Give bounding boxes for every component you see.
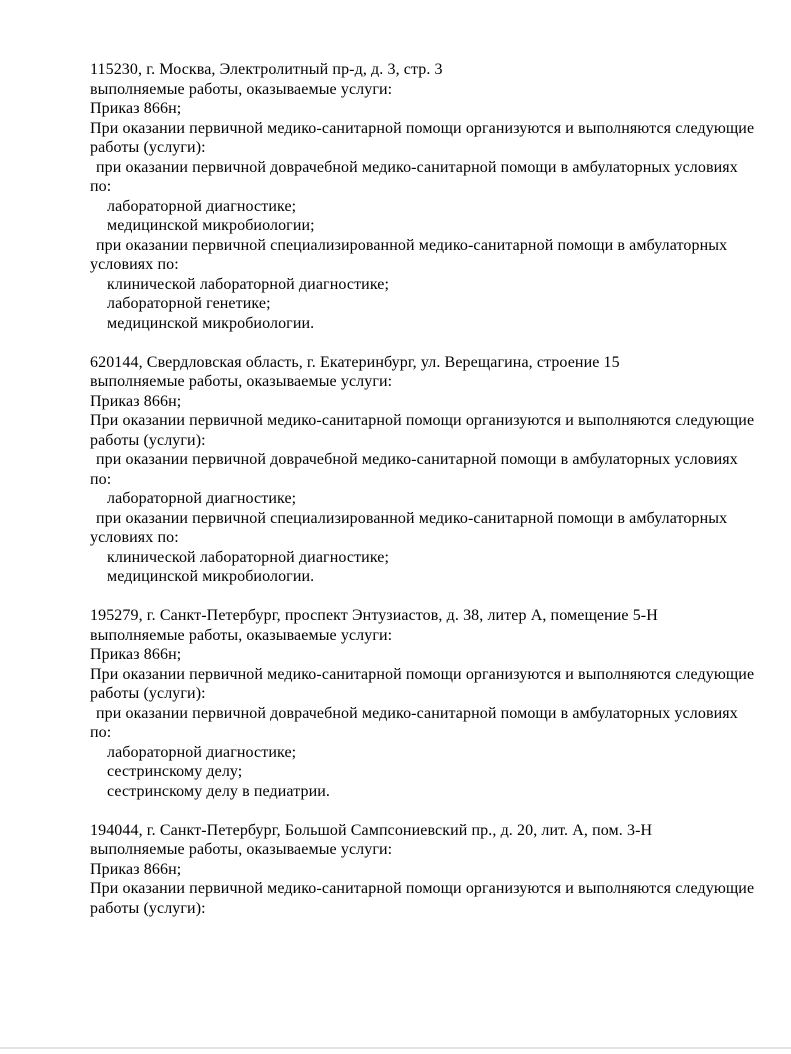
document-body (90, 60, 755, 918)
text-line: при оказании первичной специализированной медико-санитарной помощи в амбулаторных (96, 236, 728, 254)
license-location-section (90, 60, 755, 333)
service-item-line: лабораторной диагностике; (107, 197, 297, 215)
address-line: 115230, г. Москва, Электролитный пр-д, д. 3, стр. 3 (90, 61, 443, 78)
services-intro-line: выполняемые работы, оказываемые услуги: (90, 626, 393, 644)
services-intro-line: выполняемые работы, оказываемые услуги: (90, 80, 393, 98)
address-line: 620144, Свердловская область, г. Екатеринбург, ул. Верещагина, строение 15 (90, 353, 620, 371)
license-location-section (90, 606, 755, 801)
license-location-section (90, 353, 755, 587)
text-line: работы (услуги): (90, 431, 206, 449)
address-line: 195279, г. Санкт-Петербург, проспект Энтузиастов, д. 38, литер А, помещение 5-Н (90, 607, 658, 624)
text-line: При оказании первичной медико-санитарной помощи организуются и выполняются следующие (90, 412, 755, 429)
footer-divider (0, 1047, 791, 1049)
order-line: Приказ 866н; (90, 646, 182, 663)
text-line: при оказании первичной доврачебной медико-санитарной помощи в амбулаторных условиях (96, 158, 738, 176)
text-line: При оказании первичной медико-санитарной помощи организуются и выполняются следующие (90, 880, 755, 897)
text-line: работы (услуги): (90, 685, 206, 702)
text-line: при оказании первичной доврачебной медико-санитарной помощи в амбулаторных условиях (96, 704, 738, 722)
service-item-line: клинической лабораторной диагностике; (107, 275, 390, 293)
address-line: 194044, г. Санкт-Петербург, Большой Сампсониевский пр., д. 20, лит. А, пом. 3-Н (90, 821, 653, 839)
text-line: условиях по: (90, 256, 179, 273)
service-item-line: сестринскому делу в педиатрии. (107, 782, 331, 800)
order-line: Приказ 866н; (90, 860, 182, 878)
service-item-line: сестринскому делу; (107, 763, 243, 780)
text-line: при оказании первичной специализированной медико-санитарной помощи в амбулаторных (96, 509, 728, 527)
text-line: по: (90, 724, 112, 741)
text-line: работы (услуги): (90, 899, 206, 917)
order-line: Приказ 866н; (90, 392, 182, 410)
text-line: При оказании первичной медико-санитарной помощи организуются и выполняются следующие (90, 119, 755, 137)
text-line: по: (90, 178, 112, 195)
text-line: условиях по: (90, 529, 179, 546)
services-intro-line: выполняемые работы, оказываемые услуги: (90, 373, 393, 390)
text-line: по: (90, 470, 112, 488)
text-line: при оказании первичной доврачебной медико-санитарной помощи в амбулаторных условиях (96, 451, 738, 468)
service-item-line: медицинской микробиологии; (107, 217, 315, 234)
text-line: При оказании первичной медико-санитарной помощи организуются и выполняются следующие (90, 665, 755, 683)
text-line: работы (услуги): (90, 139, 206, 156)
service-item-line: медицинской микробиологии. (107, 568, 315, 585)
service-item-line: лабораторной диагностике; (107, 743, 297, 761)
license-location-section (90, 821, 755, 919)
service-item-line: клинической лабораторной диагностике; (107, 548, 390, 566)
service-item-line: лабораторной генетике; (107, 295, 271, 312)
order-line: Приказ 866н; (90, 100, 182, 117)
service-item-line: медицинской микробиологии. (107, 314, 315, 332)
services-intro-line: выполняемые работы, оказываемые услуги: (90, 841, 393, 858)
service-item-line: лабораторной диагностике; (107, 490, 297, 507)
